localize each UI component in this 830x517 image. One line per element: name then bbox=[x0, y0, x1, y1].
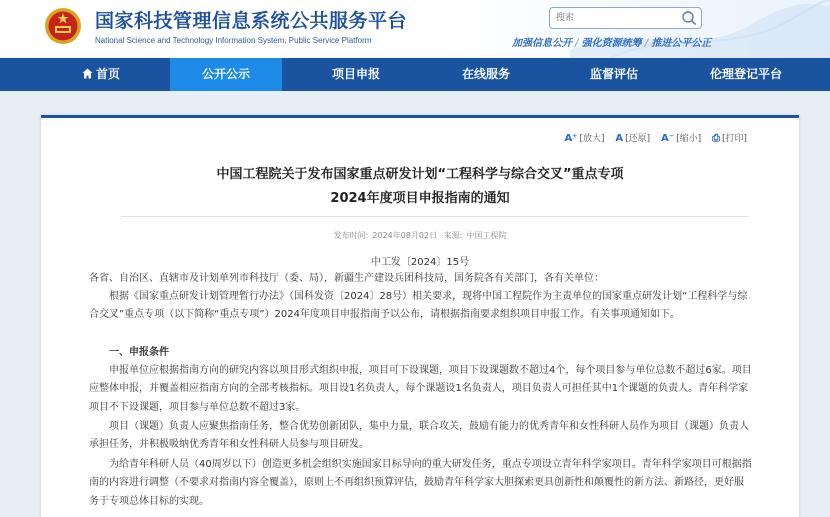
search-icon[interactable] bbox=[680, 10, 698, 26]
site-title[interactable]: 国家科技管理信息系统公共服务平台 bbox=[95, 10, 408, 32]
nav-label: 公开公示 bbox=[201, 67, 250, 81]
article-title-line1: 中国工程院关于发布国家重点研发计划“工程科学与综合交叉”重点专项 bbox=[216, 167, 624, 182]
nav-item-supervision[interactable] bbox=[556, 58, 672, 91]
nav-item-public-notice[interactable] bbox=[170, 58, 282, 91]
title-divider bbox=[121, 216, 749, 217]
publish-date-label: 发布时间: bbox=[333, 231, 369, 240]
home-icon bbox=[82, 68, 93, 79]
zoom-out-button[interactable] bbox=[661, 131, 701, 144]
print-label: [打印] bbox=[721, 134, 747, 144]
salutation: 各省、自治区、直辖市及计划单列市科技厅（委、局），新疆生产建设兵团科技局，国务院各有关部门，各有关单位： bbox=[89, 273, 604, 284]
publish-date: 2024年08月02日 bbox=[372, 231, 438, 240]
slogan-item: 推进公平公正 bbox=[651, 38, 712, 49]
article-tools bbox=[556, 131, 747, 144]
zoom-in-label: [放大] bbox=[579, 134, 605, 144]
emblem-icon bbox=[43, 6, 83, 48]
site-header bbox=[0, 0, 830, 58]
nav-label: 项目申报 bbox=[331, 67, 380, 81]
paragraph: 申报单位应根据指南方向的研究内容以项目形式组织申报，项目可下设课题，项目下设课题数不超过4个，每个项目参与单位总数不超过6家。项目应整体申报，并覆盖相应指南方向的全部考核指标。项目设1名负责人，每个课题设1名负责人，项目负责人可担任其中1个课题的负责人。青年科学家项目不下设课题，项目参与单位总数不超过3家。 bbox=[89, 365, 752, 413]
header-slogan bbox=[512, 34, 711, 49]
search-box bbox=[549, 7, 702, 29]
nav-label: 在线服务 bbox=[461, 67, 510, 81]
slogan-separator: / bbox=[575, 38, 579, 49]
search-input[interactable] bbox=[556, 11, 666, 25]
zoom-in-icon: A⁺ bbox=[564, 133, 578, 144]
print-icon: ⎙ bbox=[711, 133, 720, 144]
reset-label: [还原] bbox=[625, 134, 651, 144]
source-label: 来源: bbox=[443, 231, 463, 240]
main-nav bbox=[0, 58, 830, 91]
nav-item-project-application[interactable] bbox=[298, 58, 414, 91]
site-subtitle: National Science and Technology Information System, Public Service Platform bbox=[95, 36, 372, 45]
zoom-out-icon: A⁻ bbox=[661, 133, 675, 144]
nav-item-home[interactable] bbox=[42, 58, 160, 91]
reset-icon: A bbox=[615, 133, 624, 144]
print-button[interactable] bbox=[712, 131, 747, 144]
slogan-item: 强化资源统筹 bbox=[581, 38, 642, 49]
paragraph: 根据《国家重点研发计划管理暂行办法》（国科发资〔2024〕28号）相关要求，现将中国工程院作为主责单位的国家重点研发计划“工程科学与综合交叉”重点专项（以下简称“重点专项”）2024年度项目申报指南予以公布，请根据指南要求组织项目申报工作。有关事项通知如下。 bbox=[89, 291, 748, 321]
article-title-line2: 2024年度项目申报指南的通知 bbox=[330, 191, 510, 206]
document-number: 中工发〔2024〕15号 bbox=[370, 257, 470, 268]
nav-label: 伦理登记平台 bbox=[709, 67, 782, 81]
nav-label: 监督评估 bbox=[589, 67, 638, 81]
nav-item-ethics-registration[interactable] bbox=[688, 58, 804, 91]
slogan-separator: / bbox=[644, 38, 649, 49]
zoom-in-button[interactable] bbox=[564, 131, 604, 144]
paragraph: 项目（课题）负责人应聚焦指南任务，整合优势创新团队，集中力量，联合攻关，鼓励有能力的优秀青年和女性科研人员作为项目（课题）负责人承担任务，并积极吸纳优秀青年和女性科研人员参与项目研发。 bbox=[89, 421, 749, 451]
paragraph: 为给青年科研人员（40周岁以下）创造更多机会组织实施国家目标导向的重大研发任务，重点专项设立青年科学家项目。青年科学家项目可根据指南的内容进行调整（不要求对指南内容全覆盖），原则上不再组织预算评估，鼓励青年科学家大胆探索更具创新性和颠覆性的新方法、新路径，更好服务于专项总体目标的实现。 bbox=[89, 459, 752, 507]
slogan-item: 加强信息公开 bbox=[512, 38, 572, 49]
zoom-out-label: [缩小] bbox=[676, 134, 702, 144]
section-heading: 一、申报条件 bbox=[109, 347, 169, 358]
article-meta bbox=[41, 230, 799, 241]
nav-label: 首页 bbox=[95, 67, 120, 81]
nav-item-online-service[interactable] bbox=[428, 58, 544, 91]
reset-button[interactable] bbox=[615, 131, 650, 144]
source-value: 中国工程院 bbox=[466, 231, 507, 240]
article-card bbox=[41, 115, 799, 517]
